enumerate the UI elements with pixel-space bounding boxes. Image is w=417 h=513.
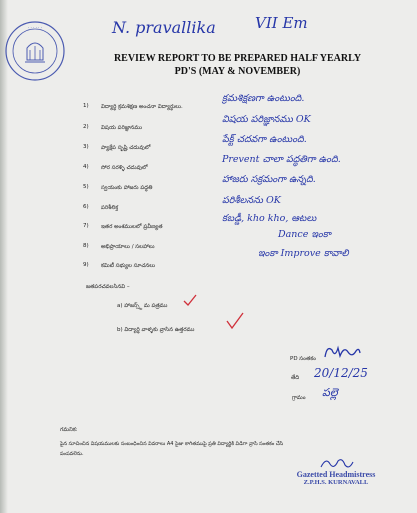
item-label: సోర సరళ్ళి చదువులో [101,165,148,171]
attachment-b: b) విద్యార్థి వాళ్ళకు వ్రాసిన ఉత్తరము [117,327,195,333]
stamp-title: Gazetted Headmistress [296,470,376,479]
tick-mark-icon [226,312,244,330]
item-number: 4) [83,164,89,170]
date-label: తేది [291,375,300,381]
item-label: కమిటీ సభ్యుల సూచనలు [101,263,156,269]
report-title-line2: PD'S (MAY & NOVEMBER) [174,66,301,77]
item-label: విషయ పరిజ్ఞానము [101,125,142,131]
item-label: విద్యార్థి క్రమశిక్షణ అంచనా విద్యార్థులు. [101,104,183,110]
item-answer: Prevent చాలా పద్ధతిగా ఉంది. [222,154,341,165]
item-number: 6) [83,204,89,210]
item-label: ప్యాక్షేప సృష్టి చదువులో [101,145,151,151]
headmistress-signature [318,455,356,473]
note-label: గమనిక: [60,427,78,433]
item-answer: Dance ఇంకా [278,229,331,240]
item-label: స్వయంకు హాజరు పద్ధతి [101,185,153,191]
item-label: పరిశీలిక్త [101,205,119,211]
item-answer: కబడ్డీ, kho kho, ఆటలు [222,213,317,224]
tick-mark-icon [183,294,197,306]
school-seal-stamp [4,20,66,82]
place-label: గ్రామం [292,395,306,401]
item-number: 5) [83,184,89,190]
stamp-school: Z.P.H.S. KURNAVALL [303,479,369,486]
pd-signature-label: PD సంతకం [290,356,316,362]
item-answer: ఇంకా Improve కావాలి [258,248,349,259]
place-value: పల్లె [322,386,338,399]
note-text: పంపవలెను. [60,451,84,457]
item-number: 1) [83,103,89,109]
item-answer: హాజరు సక్రమంగా ఉన్నది. [222,174,316,185]
item-answer: విషయ పరిజ్ఞానము OK [222,114,311,125]
item-label: అభిప్రాయాలు / సలహాలు [101,244,155,250]
item-number: 9) [83,262,89,268]
item-number: 8) [83,243,89,249]
attachment-a: a) హాజర్స్ట్ మ పత్రము [117,303,168,309]
item-label: ఇతర అంశములలో ప్రవీణ్యత [101,224,163,230]
student-class: VII Em [255,14,308,32]
pd-signature [322,342,362,364]
attachments-heading: జతపరచవలసినవి – [86,284,130,290]
headmistress-stamp [286,470,386,506]
student-name: N. pravallika [112,18,216,37]
svg-text:· · · · · ·: · · · · · · [28,25,42,30]
item-answer: పరిశీలనను OK [222,195,281,206]
report-title-line1: REVIEW REPORT TO BE PREPARED HALF YEARLY [113,53,362,64]
item-answer: పేక్ట్ చదవగా ఉంటుంది. [222,134,307,145]
item-answer: క్రమశిక్షణగా ఉంటుంది. [222,93,305,104]
date-value: 20/12/25 [314,366,368,380]
note-text: పైన సూచించిన విషయములకు సంబంధించిన వివరాలు A4 సైజు కాగితముపై ప్రతి విద్యార్థికి విడిగా వ్రాసి సంతకం చేసి [60,441,284,447]
item-number: 3) [83,144,89,150]
item-number: 2) [83,124,89,130]
report-title [100,52,375,78]
item-number: 7) [83,223,89,229]
